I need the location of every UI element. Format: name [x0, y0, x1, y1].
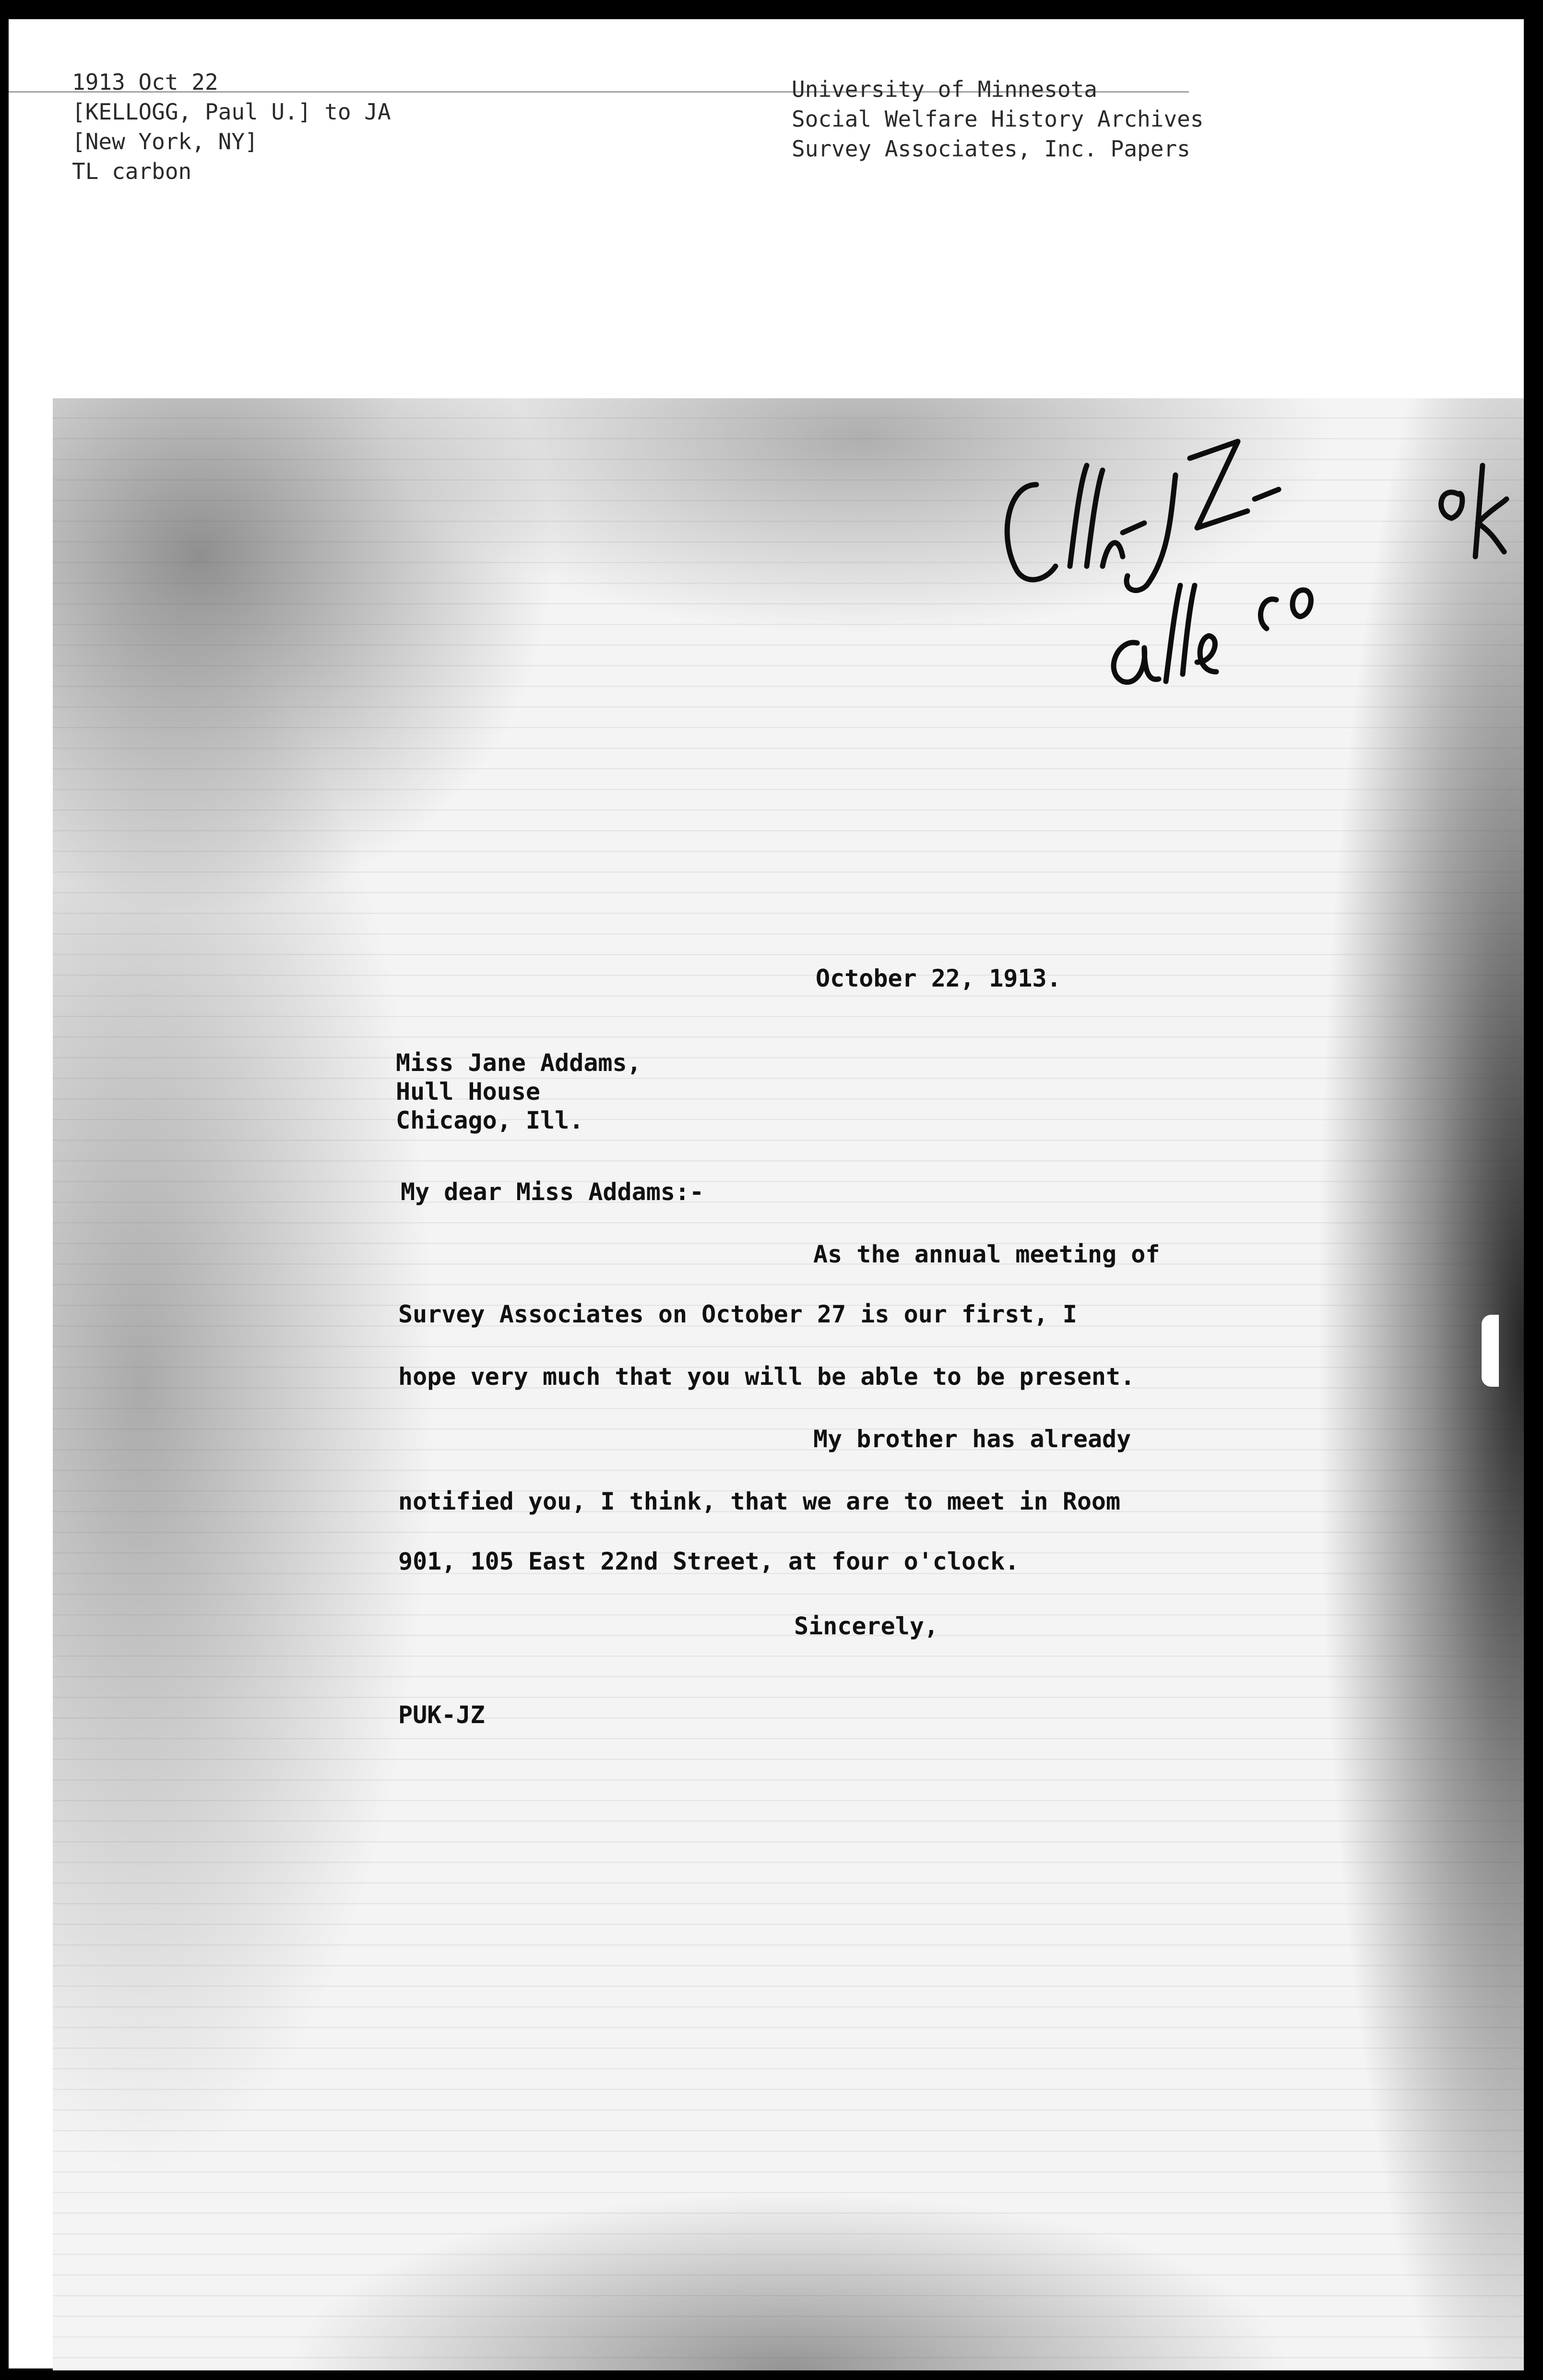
scan-frame-right	[1524, 0, 1543, 2380]
page-edge-notch	[1482, 1315, 1499, 1387]
letter-date: October 22, 1913.	[816, 964, 1061, 992]
scan-frame-top	[0, 0, 1543, 19]
catalog-format: TL carbon	[72, 158, 192, 184]
catalog-label-left	[72, 67, 391, 186]
archive-name: Social Welfare History Archives	[792, 106, 1204, 132]
body-line: Survey Associates on October 27 is our first, I	[398, 1300, 1077, 1328]
body-line: 901, 105 East 22nd Street, at four o'clock.	[398, 1547, 1020, 1575]
archive-collection: Survey Associates, Inc. Papers	[792, 136, 1190, 162]
body-line: notified you, I think, that we are to meet in Room	[398, 1488, 1121, 1515]
recipient-address	[396, 1048, 641, 1135]
body-line: hope very much that you will be able to be present.	[398, 1363, 1135, 1391]
typist-initials: PUK-JZ	[398, 1701, 485, 1729]
archive-institution: University of Minnesota	[792, 76, 1097, 102]
recipient-name: Miss Jane Addams,	[396, 1049, 641, 1077]
body-line: As the annual meeting of	[813, 1240, 1160, 1268]
salutation: My dear Miss Addams:-	[401, 1178, 704, 1206]
catalog-label-right	[792, 74, 1204, 164]
recipient-city: Chicago, Ill.	[396, 1107, 584, 1134]
recipient-organization: Hull House	[396, 1078, 541, 1106]
catalog-correspondents: [KELLOGG, Paul U.] to JA	[72, 99, 391, 125]
letter-closing: Sincerely,	[794, 1612, 939, 1640]
catalog-place: [New York, NY]	[72, 129, 258, 155]
body-line: My brother has already	[813, 1425, 1131, 1453]
scan-frame-left	[0, 0, 9, 2380]
handwritten-annotation	[979, 413, 1531, 749]
catalog-date: 1913 Oct 22	[72, 69, 218, 95]
